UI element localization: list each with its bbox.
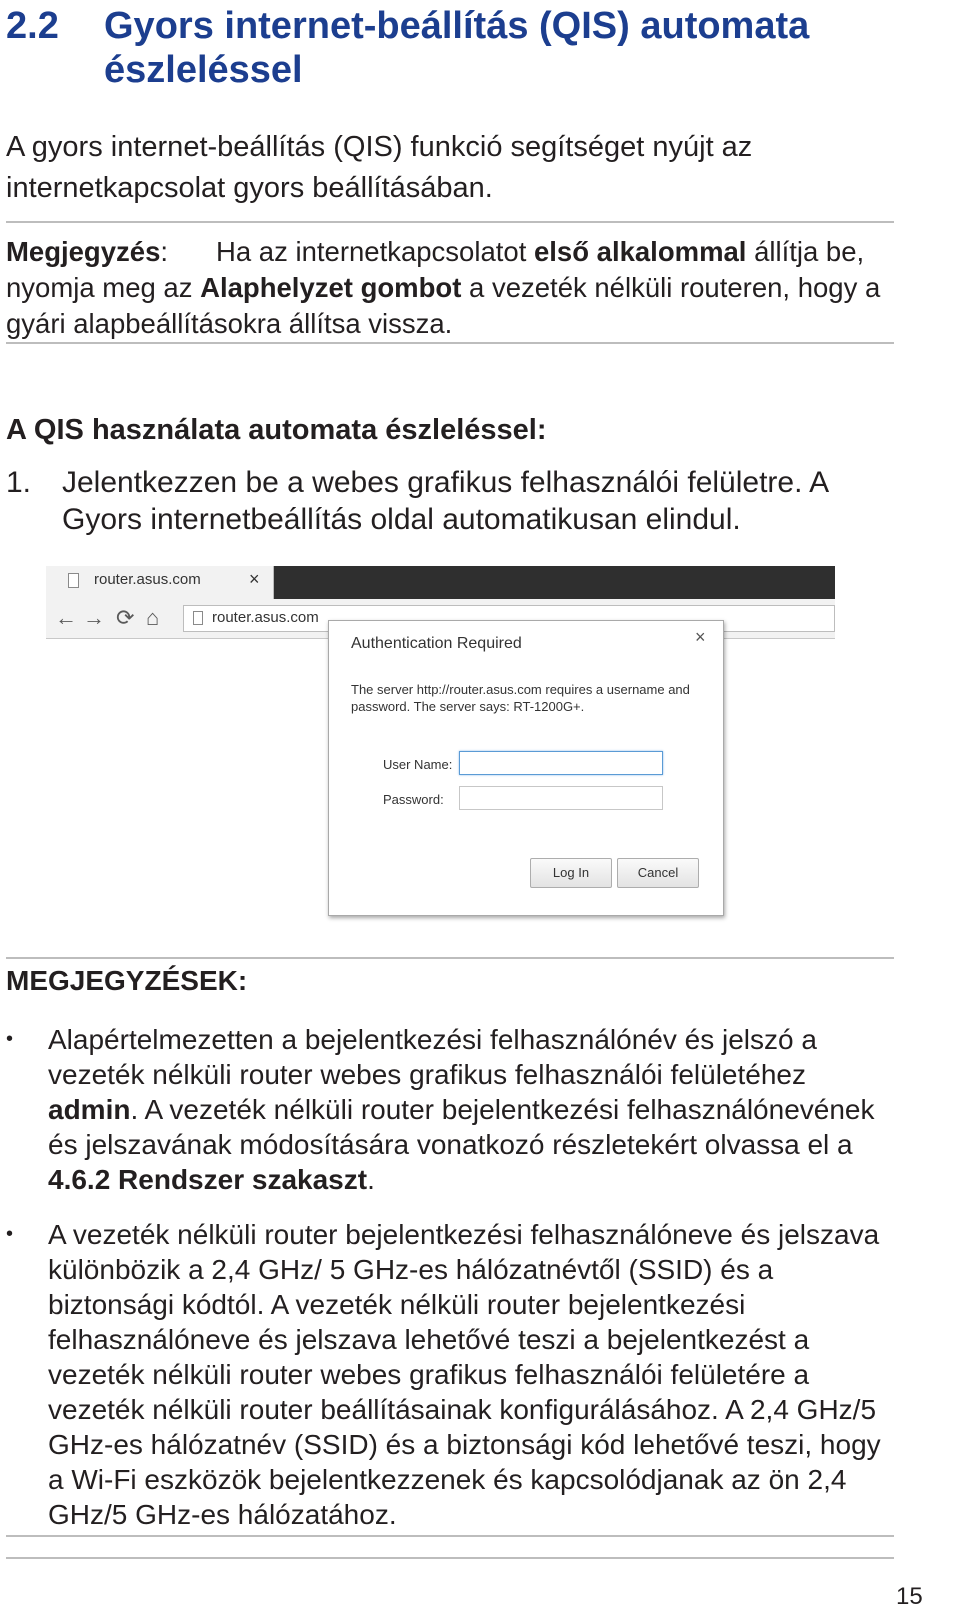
dialog-message: The server http://router.asus.com requires a username and password. The server says: RT-1200G+.	[351, 682, 690, 714]
tab-close-icon[interactable]: ×	[249, 569, 260, 589]
bullet-text: Alapértelmezetten a bejelentkezési felhasználónév és jelszó a vezeték nélküli router webes grafikus felhasználói felületéhez	[48, 1024, 817, 1090]
note-text-mid: állítja be, nyomja meg az	[6, 236, 865, 303]
bullet-text: . A vezeték nélküli router bejelentkezési felhasználónevének és jelszavának módosítására vonatkozó részletekért olvassa el a	[48, 1094, 875, 1160]
step-number: 1.	[6, 466, 32, 499]
qis-heading: A QIS használata automata észleléssel:	[6, 414, 547, 446]
page-number: 15	[896, 1583, 923, 1610]
note-label: Megjegyzés	[6, 236, 161, 267]
cancel-button[interactable]: Cancel	[617, 858, 699, 888]
notes-heading: MEGJEGYZÉSEK:	[6, 965, 248, 996]
tab-title: router.asus.com	[94, 571, 201, 588]
section-title-line2: észleléssel	[104, 49, 303, 91]
password-input[interactable]	[459, 786, 663, 810]
note-paragraph	[6, 234, 896, 342]
bullet-bold-section-ref: 4.6.2 Rendszer szakaszt	[48, 1164, 368, 1195]
divider	[6, 221, 894, 223]
address-url: router.asus.com	[212, 609, 319, 626]
username-label: User Name:	[383, 757, 453, 772]
back-arrow-icon[interactable]: ←	[55, 605, 77, 630]
note-text-after: a vezeték nélküli routeren, hogy a gyári alapbeállításokra állítsa vissza.	[6, 272, 881, 339]
home-icon[interactable]: ⌂	[146, 605, 160, 630]
password-label: Password:	[383, 792, 444, 807]
step-1	[6, 464, 886, 538]
divider	[6, 342, 894, 344]
bullet-icon: •	[6, 1028, 14, 1050]
browser-tab[interactable]	[46, 566, 274, 599]
list-item	[6, 1217, 896, 1532]
login-button[interactable]: Log In	[530, 858, 612, 888]
browser-screenshot	[46, 566, 835, 936]
note-bold-first-time: első alkalommal	[533, 236, 747, 267]
note-colon: :	[160, 236, 169, 267]
reload-icon[interactable]: ⟳	[116, 605, 135, 630]
notes-list	[6, 1022, 896, 1197]
page-icon	[68, 573, 79, 588]
note-bold-reset-button: Alaphelyzet gombot	[200, 272, 462, 303]
divider	[6, 1535, 894, 1537]
note-text-before: Ha az internetkapcsolatot	[216, 236, 534, 267]
username-input[interactable]	[459, 751, 663, 775]
notes-list	[6, 1217, 896, 1532]
divider	[6, 1557, 894, 1559]
dialog-close-icon[interactable]: ×	[695, 627, 706, 647]
intro-paragraph: A gyors internet-beállítás (QIS) funkció segítséget nyújt az internetkapcsolat gyors beállításában.	[6, 131, 753, 204]
bullet-text: A vezeték nélküli router bejelentkezési felhasználóneve és jelszava különbözik a 2,4 GHz/ 5 GHz-es hálózatnévtől (SSID) és a biztonsági kódtól. A vezeték nélküli router bejelentkezési felhasználóneve és jelszava lehetővé teszi a bejelentkezést a vezeték nélküli router webes grafikus felhasználói felületére a vezeték nélküli router beállításainak konfigurálásához. A 2,4 GHz/5 GHz-es hálózatnév (SSID) és a biztonsági kód lehetővé teszi, hogy a Wi-Fi eszközök bejelentkezzenek és kapcsolódjanak az ön 2,4 GHz/5 GHz-es hálózatához.	[48, 1219, 881, 1530]
bullet-icon: •	[6, 1223, 14, 1245]
dialog-title: Authentication Required	[351, 635, 522, 652]
page-icon	[193, 611, 203, 625]
auth-dialog	[328, 620, 724, 916]
list-item	[6, 1022, 896, 1197]
section-number: 2.2	[6, 5, 59, 47]
bullet-text: .	[367, 1164, 375, 1195]
divider	[6, 957, 894, 959]
forward-arrow-icon[interactable]: →	[83, 605, 105, 630]
browser-tab-bar	[46, 566, 835, 599]
bullet-bold-admin: admin	[48, 1094, 131, 1125]
step-text: Jelentkezzen be a webes grafikus felhasználói felületre. A Gyors internetbeállítás oldal automatikusan elindul.	[62, 466, 828, 536]
section-title	[6, 4, 906, 92]
section-title-line1: Gyors internet-beállítás (QIS) automata	[104, 5, 810, 47]
